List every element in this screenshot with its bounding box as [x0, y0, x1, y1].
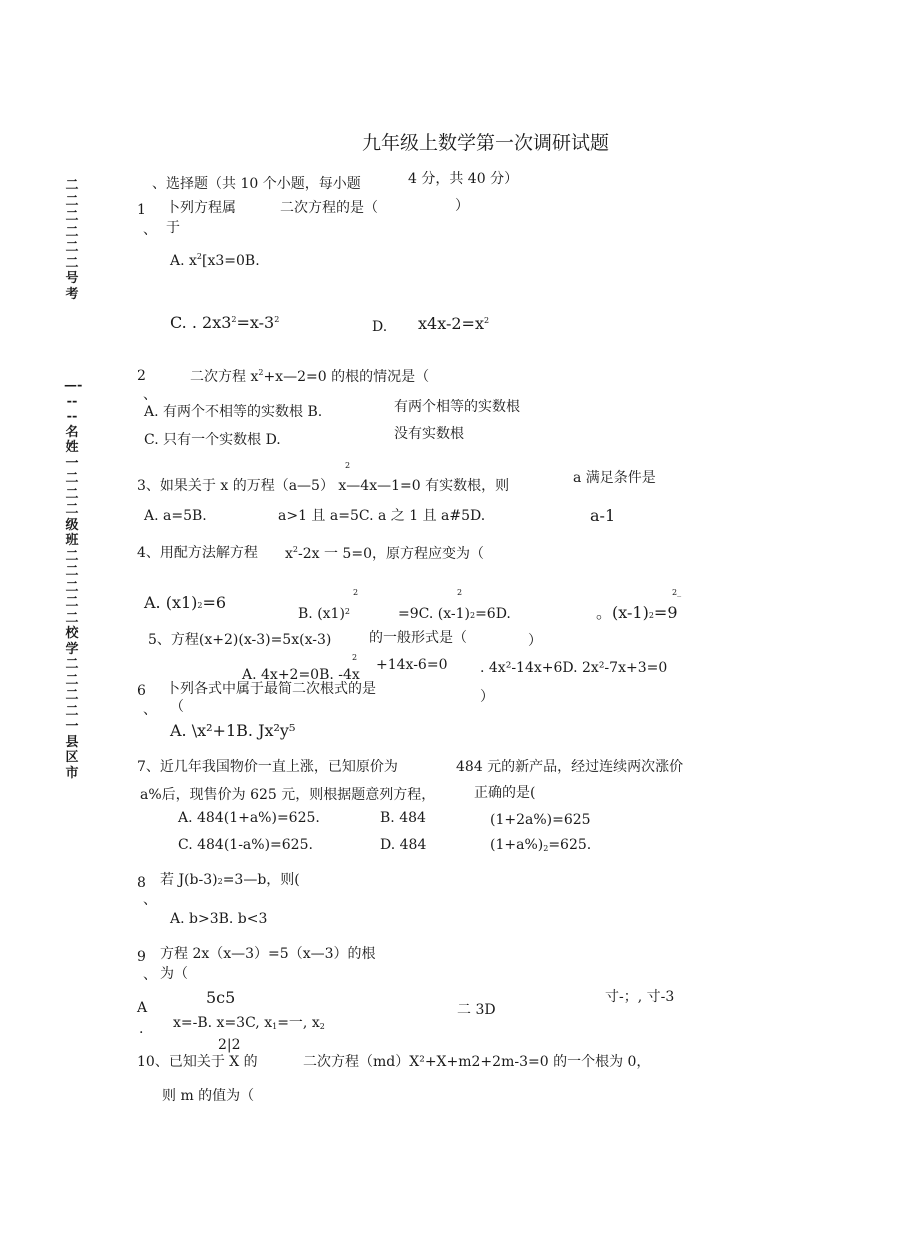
- q4-option-b-text: B. (x1): [298, 606, 345, 622]
- q1-stem-a: 卜列方程属: [166, 200, 236, 216]
- q9-option-label: A: [137, 1000, 148, 1016]
- q4-option-c-text2: =6D.: [475, 606, 511, 622]
- q1-yu: 于: [166, 220, 180, 236]
- q1-option-c-sup: 2: [231, 315, 237, 324]
- q2-stem-sup: 2: [258, 368, 264, 377]
- q5-sup: 2: [352, 653, 358, 662]
- q2-number: 2: [137, 368, 146, 384]
- q4-stem-text2: -2x 一 5=0，原方程应变为（: [298, 546, 484, 562]
- q2-stem-text: 二次方程 x: [190, 369, 259, 385]
- q4-option-d: [596, 605, 678, 621]
- q4-option-c-sup-top: 2: [457, 588, 463, 597]
- q8-number: 8: [137, 875, 146, 891]
- q1-option-d-sup: 2: [483, 316, 490, 325]
- q4-stem-sup: 2: [292, 545, 298, 554]
- q5-option-c: . 4x²-14x+6D. 2x²-7x+3=0: [480, 660, 668, 676]
- q3-option-a: A. a=5B.: [144, 508, 207, 524]
- q7-stem-c: a%后，现售价为 625 元，则根据题意列方程，: [140, 787, 436, 803]
- q9-fraction-top: 5c5: [206, 988, 236, 1007]
- q1-option-a: [170, 253, 260, 268]
- q4-option-d-text2: =9: [653, 603, 678, 622]
- q4-option-d-sup-top: 2_: [672, 588, 682, 597]
- q1-option-c-sup2: 2: [274, 315, 280, 324]
- q9-option-right: 寸-；, 寸-3: [605, 989, 675, 1005]
- q9-option-a-sub: 1: [272, 1022, 278, 1031]
- q5-stem: 5、方程(x+2)(x-3)=5x(x-3): [148, 632, 332, 648]
- q1-stem-b: 二次方程的是（: [280, 200, 378, 216]
- q2-option-a: A. 有两个不相等的实数根 B.: [144, 404, 323, 420]
- q3-option-b: a>1 且 a=5C. a 之 1 且 a#5D.: [278, 508, 486, 524]
- q1-option-a-sup: 2: [196, 252, 202, 261]
- q6-paren-close: ）: [480, 689, 494, 705]
- q4-option-a-text2: =6: [202, 593, 227, 612]
- q1-paren-close: ）: [455, 198, 469, 214]
- q9-dot: .: [139, 1021, 144, 1037]
- q1-option-d-text: x4x-2=x: [418, 314, 484, 333]
- q1-option-d-label: D.: [372, 319, 388, 335]
- q1-option-c-text: C. . 2x3: [170, 313, 232, 332]
- q7-option-d-expr-sup: 2: [543, 844, 549, 853]
- page-title: 九年级上数学第一次调研试题: [362, 132, 610, 154]
- q4-option-d-sup: 2: [648, 611, 654, 620]
- q8-options: A. b>3B. b<3: [170, 911, 268, 927]
- q9-mark: 、: [143, 967, 157, 983]
- q9-option-a-text2: =一, x: [277, 1015, 320, 1031]
- q9-option-a-sub2: 2: [319, 1022, 325, 1031]
- q4-option-c-text: =9C. (x-1): [398, 606, 470, 622]
- q1-option-d: [418, 316, 489, 332]
- q2-option-c: C. 只有一个实数根 D.: [144, 432, 281, 448]
- q2-stem: [190, 369, 429, 384]
- q9-wei: 为（: [160, 966, 188, 982]
- q7-option-d-expr-text2: =625.: [548, 837, 592, 853]
- q5-stem-b: 的一般形式是（: [369, 630, 467, 646]
- q4-option-b-sup: 2: [344, 607, 351, 616]
- q4-stem-a: 4、用配方法解方程: [137, 545, 258, 561]
- q4-stem-text: x: [285, 546, 293, 562]
- q7-option-a: A. 484(1+a%)=625.: [178, 810, 320, 826]
- q3-condition: a 满足条件是: [573, 470, 656, 486]
- q1-option-c: [170, 315, 279, 331]
- q4-option-d-text: 。(x-1): [596, 603, 649, 622]
- q1-option-a-text2: [x3=0B.: [202, 253, 260, 269]
- q5-paren-close: ）: [528, 633, 542, 649]
- q4-option-b-sup-top: 2: [353, 588, 359, 597]
- q7-option-c: C. 484(1-a%)=625.: [178, 837, 313, 853]
- q10-stem-c: 则 m 的值为（: [162, 1088, 255, 1104]
- q7-stem-a: 7、近几年我国物价一直上涨，已知原价为: [137, 759, 398, 775]
- q4-option-a-text: A. (x1): [144, 593, 198, 612]
- q9-option-a-text: x=-B. x=3C, x: [173, 1015, 273, 1031]
- section-score: 4 分，共 40 分）: [408, 171, 519, 187]
- q6-options: A. \x²+1B. Jx²y⁵: [170, 721, 296, 740]
- q7-option-b: B. 484: [380, 810, 426, 826]
- margin-name-class-school: —-----名姓一二二二级班二二二二二校学二二二二一县区市: [64, 378, 83, 781]
- q8-stem: [160, 873, 300, 887]
- q9-stem: 方程 2x（x—3）=5（x—3）的根: [160, 946, 376, 962]
- q8-stem-text2: =3—b，则(: [222, 872, 300, 888]
- q8-stem-text: 若 J(b-3): [160, 872, 218, 888]
- q9-number: 9: [137, 949, 146, 965]
- section-intro: 、选择题（共 10 个小题，每小题: [152, 176, 361, 192]
- q7-stem-b: 484 元的新产品，经过连续两次涨价: [456, 759, 684, 775]
- q5-option-a: A. 4x+2=0B. -4x: [242, 667, 360, 683]
- q1-option-c-text2: =x-3: [236, 313, 275, 332]
- q2-mark: 、: [143, 387, 157, 403]
- q4-option-a: [144, 595, 226, 611]
- q1-number: 1: [137, 202, 146, 218]
- q7-option-b-expr: (1+2a%)=625: [490, 812, 591, 828]
- q9-option-mid: 二 3D: [457, 1002, 496, 1018]
- q4-stem-b: [285, 546, 484, 561]
- q6-number: 6: [137, 683, 146, 699]
- q3-stem: 3、如果关于 x 的万程（a—5） x—4x—1=0 有实数根，则: [137, 478, 510, 494]
- q7-option-d-expr-text: (1+a%): [490, 837, 544, 853]
- q9-option-a: [173, 1016, 325, 1031]
- q9-fraction-bottom: 2|2: [218, 1037, 241, 1053]
- margin-exam-number: 二二二二二二号考: [65, 178, 79, 302]
- q6-paren: （: [170, 699, 184, 715]
- q4-option-c-sup: 2: [469, 611, 476, 620]
- q7-option-d-expr: [490, 838, 591, 853]
- q1-mark: 、: [143, 222, 157, 238]
- q4-option-c: [398, 607, 511, 621]
- q4-option-a-sup: 2: [197, 601, 203, 610]
- q10-stem-a: 10、已知关于 X 的: [137, 1054, 258, 1070]
- q6-stem: 卜列各式中属于最简二次根式的是: [166, 681, 376, 697]
- q7-stem-d: 正确的是(: [474, 785, 536, 801]
- q2-option-d: 没有实数根: [394, 426, 464, 442]
- q6-mark: 、: [143, 702, 157, 718]
- q4-option-b: [298, 607, 350, 621]
- q1-option-a-text: A. x: [170, 253, 197, 269]
- q7-option-d: D. 484: [380, 837, 427, 853]
- q8-mark: 、: [143, 892, 157, 908]
- q8-stem-sup: 2: [217, 877, 223, 886]
- q10-stem-b: 二次方程（md）X²+X+m2+2m-3=0 的一个根为 0，: [303, 1054, 651, 1070]
- q3-sup: 2: [345, 461, 351, 470]
- q2-stem-text2: +x—2=0 的根的情况是（: [263, 369, 430, 385]
- q3-option-d: a-1: [590, 506, 616, 525]
- q5-option-b: +14x-6=0: [376, 657, 448, 673]
- q2-option-b: 有两个相等的实数根: [394, 399, 520, 415]
